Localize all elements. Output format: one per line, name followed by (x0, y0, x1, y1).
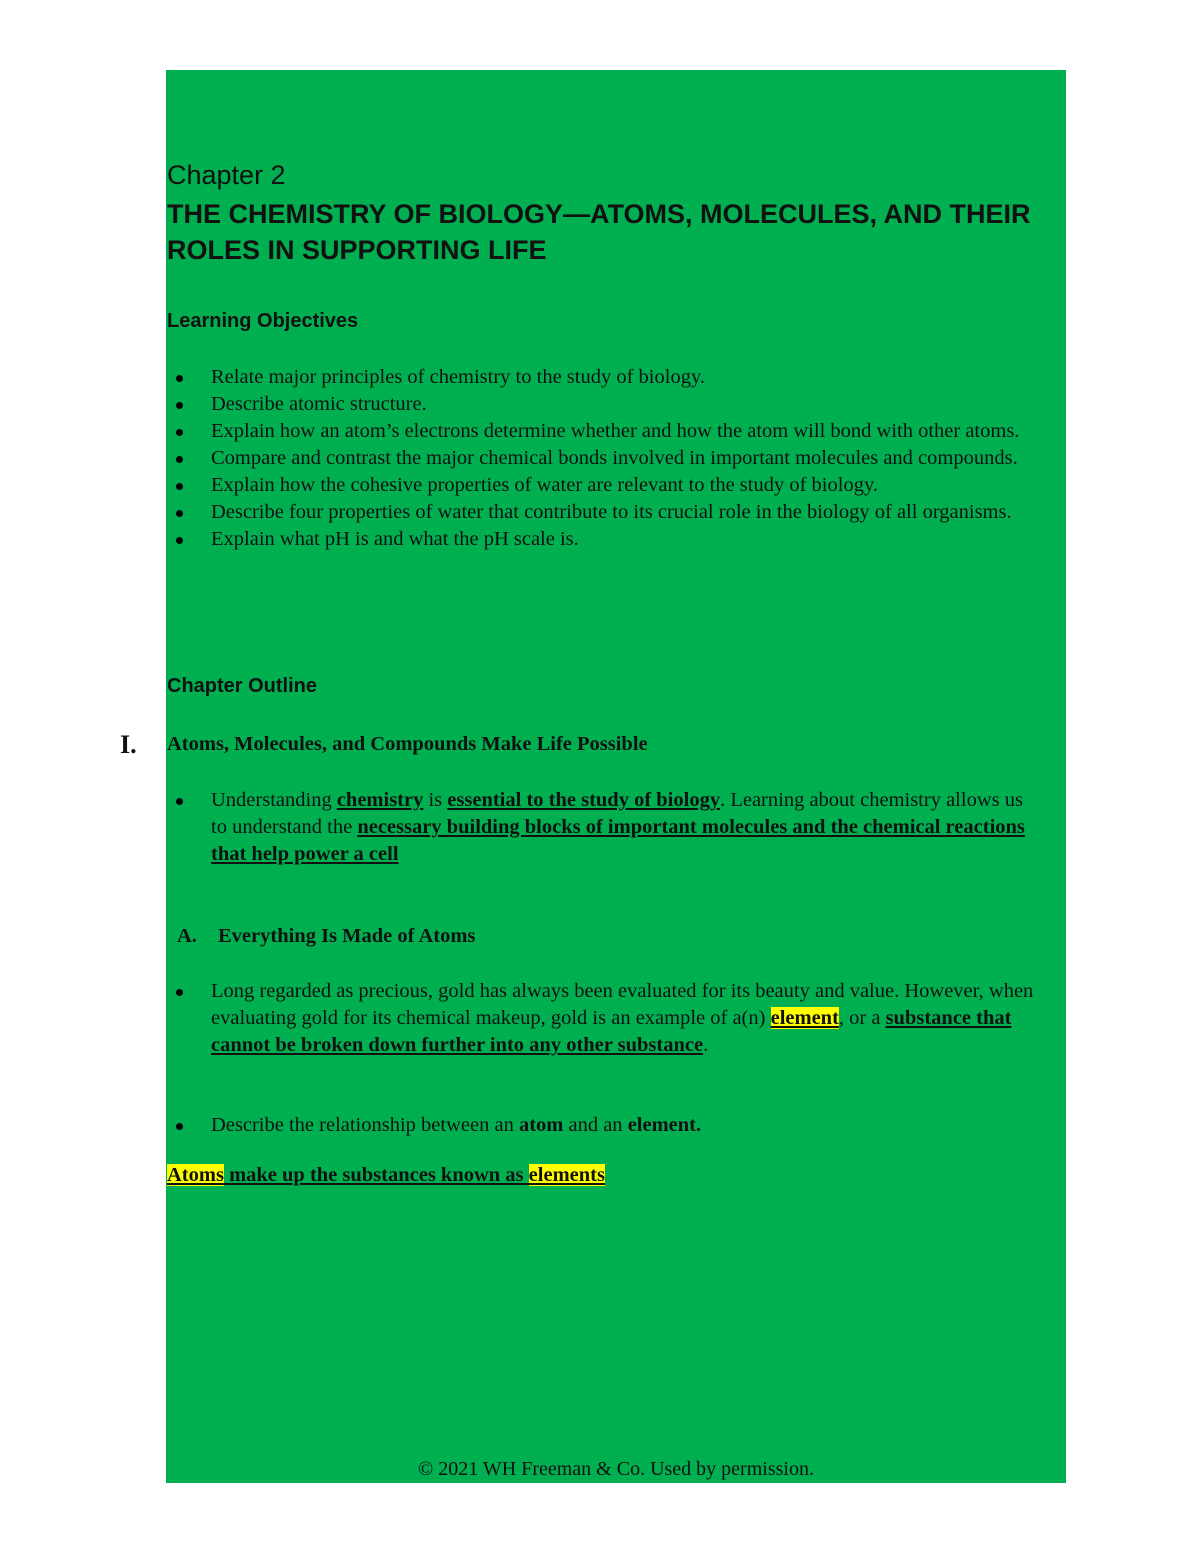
list-item: Understanding chemistry is essential to the study of biology. Learning about chemistry allows us to understand the necessary building blocks of important molecules and the chemical reactions that help power a cell (167, 787, 1037, 868)
list-item: Describe four properties of water that contribute to its crucial role in the biology of all organisms. (167, 499, 1037, 526)
section-numeral: I. (120, 730, 137, 759)
list-item: Long regarded as precious, gold has always been evaluated for its beauty and value. However, when evaluating gold for its chemical makeup, gold is an example of a(n) element, or a substance that cannot be broken down further into any other substance. (167, 978, 1037, 1059)
answer-building-blocks: necessary building blocks of important molecules and the chemical reactions that help power a cell (211, 816, 1025, 865)
list-item: Explain how the cohesive properties of water are relevant to the study of biology. (167, 472, 1037, 499)
subsection-title: A. Everything Is Made of Atoms (177, 925, 476, 947)
chapter-number: Chapter 2 (167, 160, 286, 190)
bullet-icon (176, 510, 183, 517)
learning-objectives-heading: Learning Objectives (167, 310, 359, 332)
page-background (166, 70, 1066, 1483)
answer-chemistry: chemistry (336, 789, 424, 811)
intro-list (167, 787, 1037, 868)
copyright-footer: © 2021 WH Freeman & Co. Used by permission. (418, 1458, 814, 1480)
bullet-icon (176, 1123, 183, 1130)
bullet-icon (176, 429, 183, 436)
bullet-icon (176, 456, 183, 463)
list-item: Relate major principles of chemistry to the study of biology. (167, 364, 1037, 391)
term-atom: atom (518, 1114, 564, 1136)
answer-element: element (770, 1007, 839, 1029)
list-item: Explain what pH is and what the pH scale is. (167, 526, 1037, 553)
chapter-title: THE CHEMISTRY OF BIOLOGY—ATOMS, MOLECULES, AND THEIR ROLES IN SUPPORTING LIFE (167, 199, 1031, 265)
bullet-icon (176, 483, 183, 490)
bullet-icon (176, 798, 183, 805)
answer-substance: substance that cannot be broken down further into any other substance (211, 1007, 1012, 1056)
term-element: element. (627, 1114, 702, 1136)
describe-list (167, 1112, 1037, 1139)
section-title: Atoms, Molecules, and Compounds Make Life Possible (167, 733, 648, 755)
answer-essential: essential to the study of biology (447, 789, 721, 811)
chapter-outline-heading: Chapter Outline (167, 675, 318, 697)
bullet-icon (176, 537, 183, 544)
gold-list (167, 978, 1037, 1059)
list-item: Describe the relationship between an atom and an element. (167, 1112, 1037, 1139)
list-item: Compare and contrast the major chemical bonds involved in important molecules and compounds. (167, 445, 1037, 472)
bullet-icon (176, 402, 183, 409)
list-item: Explain how an atom’s electrons determine whether and how the atom will bond with other atoms. (167, 418, 1037, 445)
learning-objectives-list (167, 364, 1037, 553)
answer-line: Atoms make up the substances known as elements (167, 1164, 605, 1186)
list-item: Describe atomic structure. (167, 391, 1037, 418)
bullet-icon (176, 375, 183, 382)
bullet-icon (176, 989, 183, 996)
